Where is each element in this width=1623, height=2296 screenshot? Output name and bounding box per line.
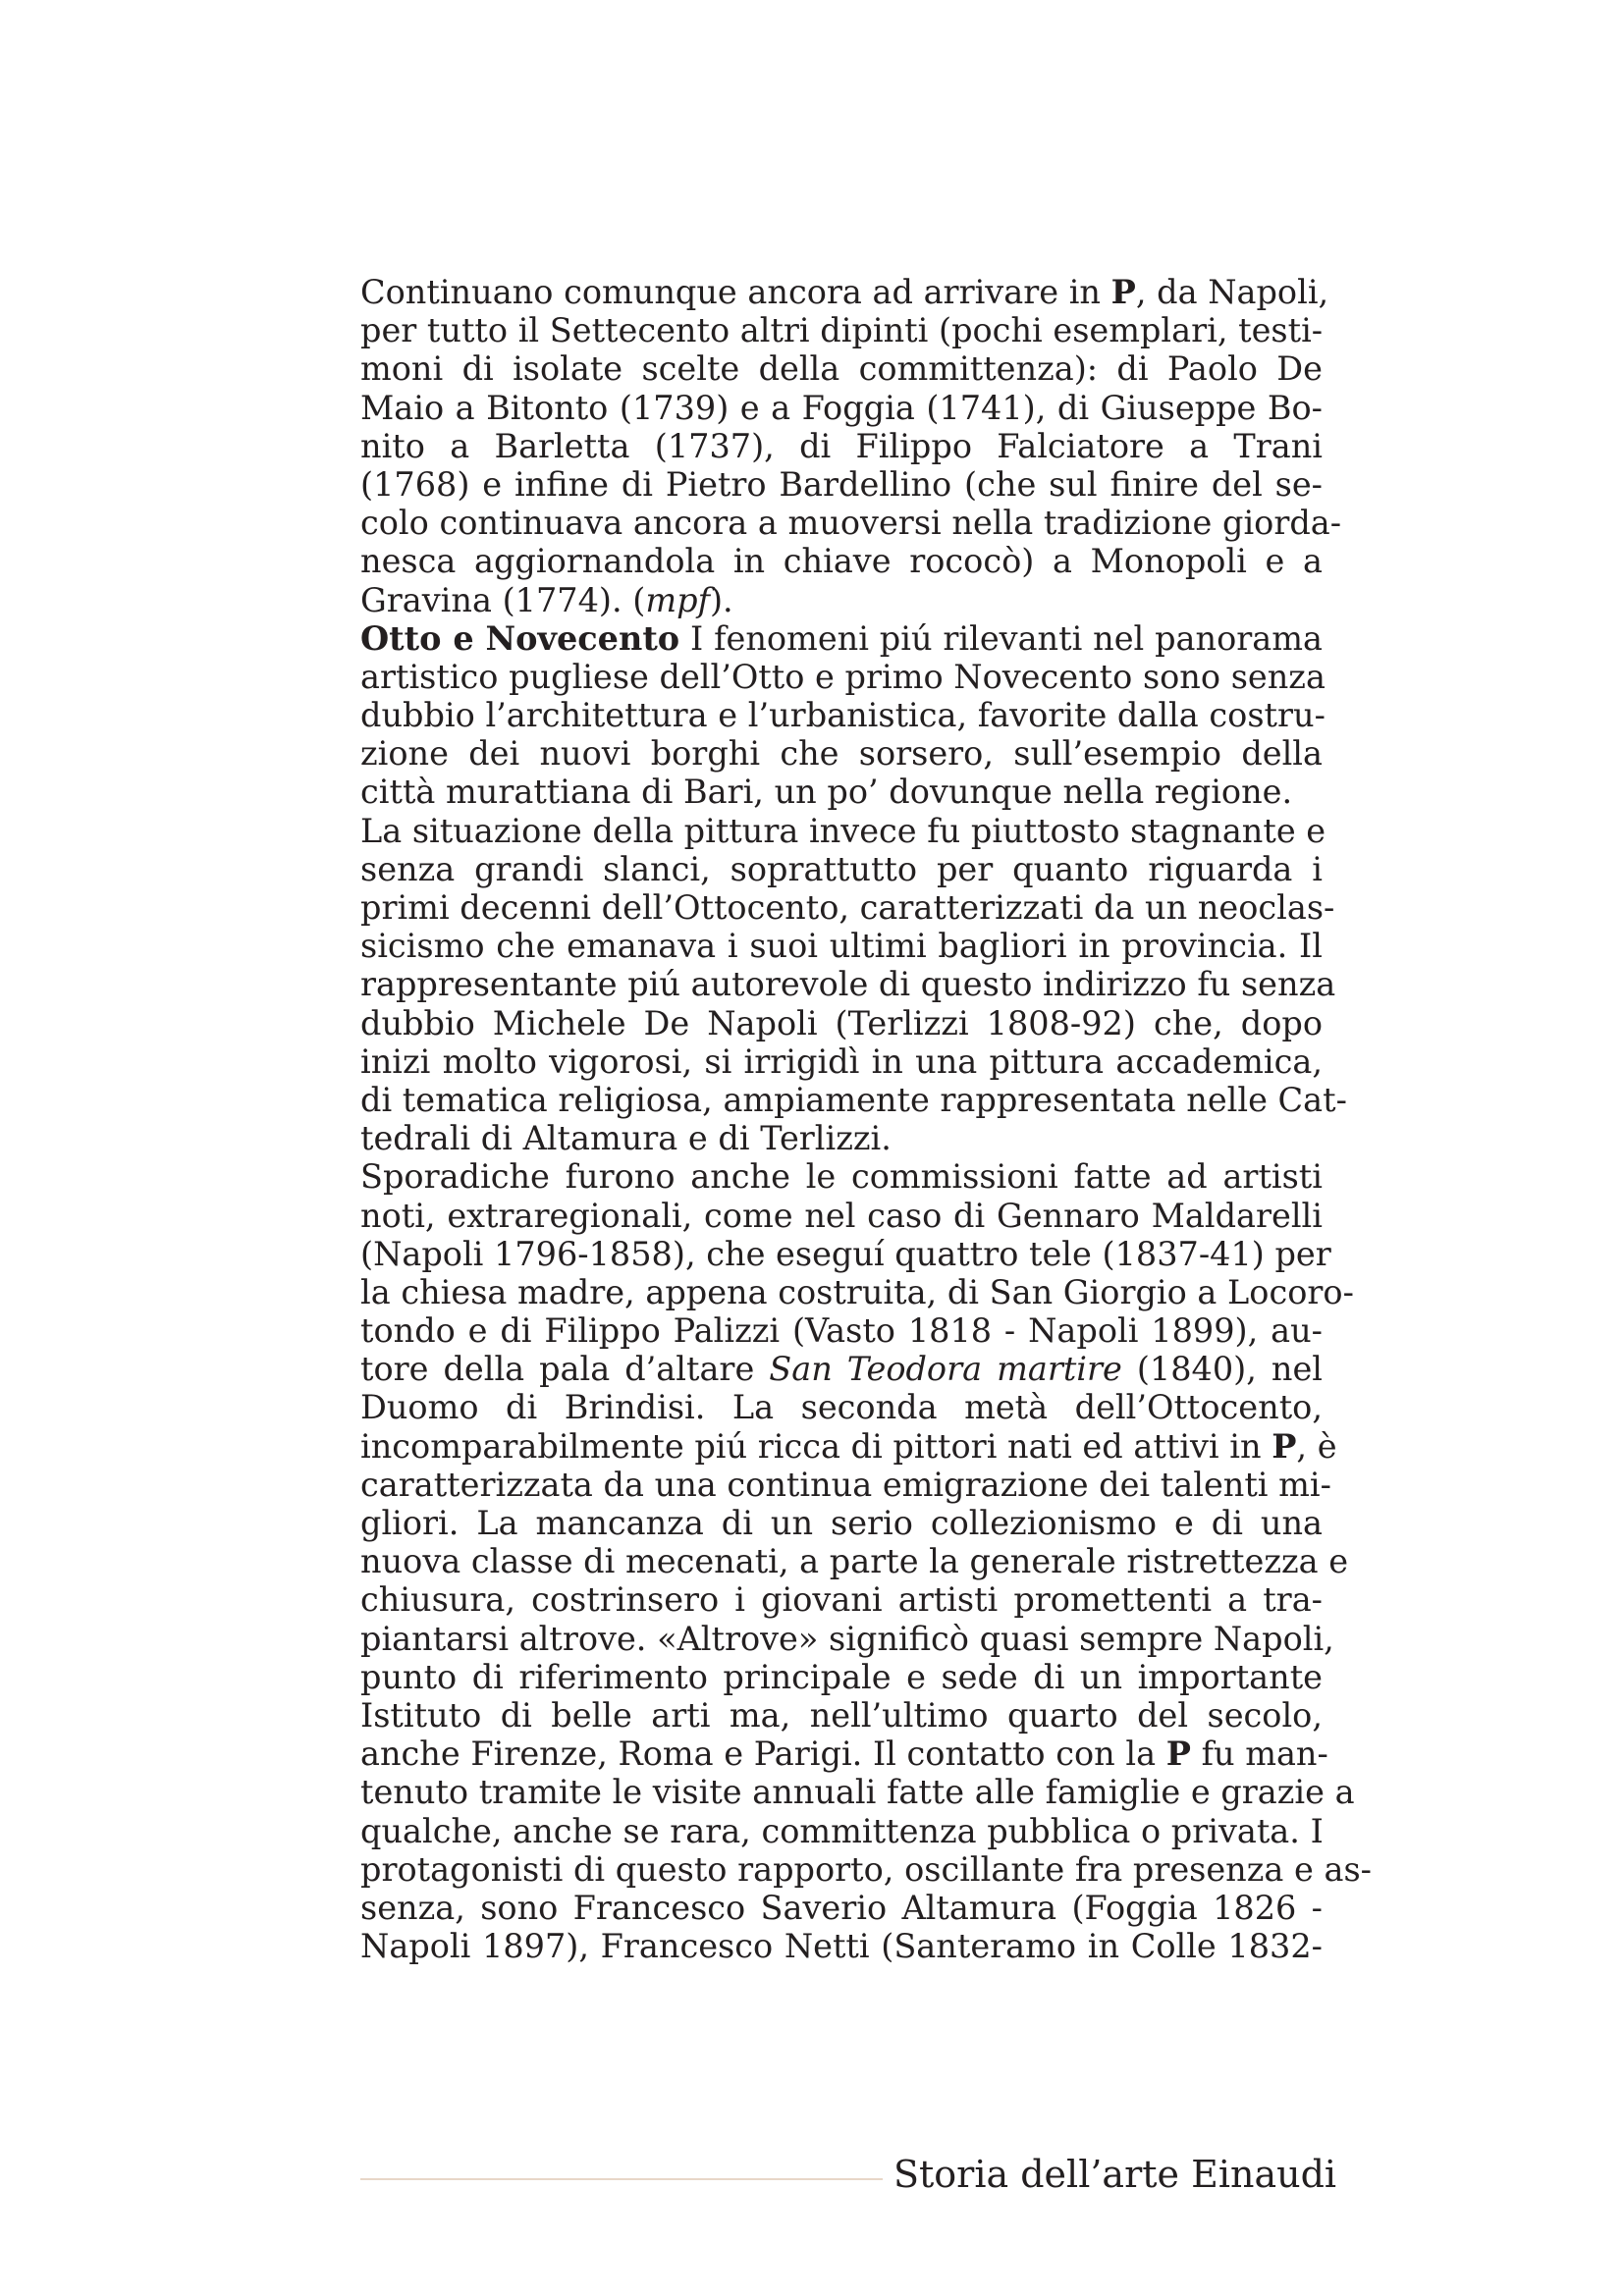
text-line [360, 1042, 1323, 1081]
text-run: dubbio l’architettura e l’urbanistica, favorite dalla costru- [360, 696, 1325, 735]
text-line [360, 1197, 1323, 1235]
text-line [360, 349, 1323, 388]
text-run: inizi molto vigorosi, si irrigidì in una pittura accademica, [360, 1041, 1323, 1081]
text-run: Continuano comunque ancora ad arrivare in [360, 273, 1111, 311]
text-line [360, 927, 1323, 965]
text-run: chiusura, costrinsero i giovani artisti promettenti a tra- [360, 1580, 1323, 1620]
text-run: noti, extraregionali, come nel caso di Gennaro Maldarelli [360, 1196, 1323, 1235]
text-line [360, 542, 1323, 580]
text-line [360, 1465, 1331, 1504]
text-line [360, 427, 1323, 465]
text-line [360, 619, 1323, 658]
text-line [360, 811, 1326, 850]
text-line [360, 1658, 1323, 1696]
text-run: qualche, anche se rara, committenza pubblica o privata. I [360, 1811, 1324, 1850]
text-run: caratterizzata da una continua emigrazione dei talenti mi- [360, 1465, 1331, 1504]
text-line [360, 581, 1323, 619]
text-line [360, 1542, 1349, 1581]
text-run: dubbio Michele De Napoli (Terlizzi 1808-92) che, dopo [360, 1003, 1323, 1042]
text-line [360, 1735, 1328, 1774]
text-line [360, 850, 1323, 888]
text-run: La situazione della pittura invece fu piuttosto stagnante e [360, 811, 1326, 850]
text-run: artistico pugliese dell’Otto e primo Novecento sono senza [360, 657, 1325, 696]
text-line [360, 888, 1335, 927]
text-line [360, 311, 1323, 349]
text-run: tore della pala d’altare [360, 1350, 770, 1389]
paragraph [360, 619, 1323, 812]
text-line [360, 504, 1342, 543]
text-line [360, 1234, 1331, 1273]
text-line [360, 1889, 1323, 1927]
text-run: , è [1296, 1426, 1337, 1466]
text-run: città murattiana di Bari, un po’ dovunque nella regione. [360, 773, 1293, 812]
text-run: moni di isolate scelte della committenza): di Paolo De [360, 349, 1323, 389]
text-run: gliori. La mancanza di un serio collezionismo e di una [360, 1504, 1323, 1542]
text-line [360, 1696, 1323, 1735]
footer-rule [360, 2178, 883, 2180]
text-run: Gravina (1774). ( [360, 580, 646, 619]
text-line [360, 965, 1336, 1004]
text-line [360, 1080, 1347, 1119]
text-run: incomparabilmente piú ricca di pittori nati ed attivi in [360, 1426, 1272, 1466]
text-run: di tematica religiosa, ampiamente rappresentata nelle Cat- [360, 1080, 1347, 1119]
text-run: Maio a Bitonto (1739) e a Foggia (1741), di Giuseppe Bo- [360, 388, 1323, 427]
text-run: piantarsi altrove. «Altrove» significò quasi sempre Napoli, [360, 1619, 1334, 1658]
text-run: (Napoli 1796-1858), che eseguí quattro tele (1837-41) per [360, 1234, 1331, 1273]
text-line [360, 1426, 1337, 1466]
text-run: tenuto tramite le visite annuali fatte alle famiglie e grazie a [360, 1773, 1355, 1812]
paragraph [360, 273, 1342, 619]
text-run: Napoli 1897), Francesco Netti (Santeramo in Colle 1832- [360, 1927, 1323, 1966]
text-line [360, 1504, 1323, 1542]
text-line [360, 1927, 1323, 1965]
text-run: senza, sono Francesco Saverio Altamura (Foggia 1826 - [360, 1888, 1323, 1927]
text-run: senza grandi slanci, soprattutto per quanto riguarda i [360, 849, 1323, 888]
text-line [360, 465, 1323, 504]
text-run: I fenomeni piú rilevanti nel panorama [679, 618, 1323, 658]
text-run: nito a Barletta (1737), di Filippo Falciatore a Trani [360, 426, 1323, 465]
italic-text: San Teodora martire [769, 1350, 1122, 1389]
text-run: primi decenni dell’Ottocento, caratterizzati da un neoclas- [360, 888, 1335, 927]
bold-text: P [1165, 1735, 1191, 1774]
text-run: tondo e di Filippo Palizzi (Vasto 1818 - Napoli 1899), au- [360, 1311, 1323, 1351]
text-run: nesca aggiornandola in chiave rococò) a Monopoli e a [360, 542, 1323, 581]
text-line [360, 658, 1323, 696]
text-run: punto di riferimento principale e sede di un importante [360, 1657, 1323, 1696]
text-run: la chiesa madre, appena costruita, di San Giorgio a Locoro- [360, 1272, 1354, 1311]
text-run: protagonisti di questo rapporto, oscillante fra presenza e as- [360, 1849, 1372, 1889]
paragraph [360, 811, 1347, 1158]
text-line [360, 1350, 1323, 1388]
text-run: Duomo di Brindisi. La seconda metà dell’Ottocento, [360, 1388, 1323, 1427]
text-run: ). [709, 580, 733, 619]
bold-text: P [1110, 273, 1136, 311]
text-line [360, 1272, 1354, 1311]
text-line [360, 273, 1329, 311]
text-line [360, 696, 1323, 734]
text-run: fu man- [1190, 1735, 1328, 1774]
text-run: per tutto il Settecento altri dipinti (pochi esemplari, testi- [360, 311, 1324, 350]
text-line [360, 1773, 1355, 1812]
text-run: Istituto di belle arti ma, nell’ultimo quarto del secolo, [360, 1695, 1323, 1735]
text-run: sicismo che emanava i suoi ultimi bagliori in provincia. Il [360, 927, 1323, 966]
paragraph [360, 1157, 1372, 1966]
italic-text: mpf [645, 580, 710, 619]
text-line [360, 1812, 1323, 1850]
text-line [360, 1388, 1323, 1426]
bold-text: P [1271, 1426, 1297, 1466]
text-line [360, 1119, 1323, 1157]
body-text [360, 273, 1372, 1966]
text-run: (1840), nel [1121, 1350, 1323, 1389]
text-line [360, 773, 1323, 811]
text-run: zione dei nuovi borghi che sorsero, sull’esempio della [360, 734, 1323, 774]
text-line [360, 1157, 1323, 1196]
text-run: rappresentante piú autorevole di questo indirizzo fu senza [360, 965, 1336, 1004]
text-line [360, 1580, 1323, 1619]
text-run: nuova classe di mecenati, a parte la generale ristrettezza e [360, 1542, 1349, 1581]
text-line [360, 1004, 1323, 1042]
text-line [360, 1619, 1334, 1658]
text-run: tedrali di Altamura e di Terlizzi. [360, 1119, 892, 1158]
text-line [360, 1849, 1372, 1889]
text-run: , da Napoli, [1135, 273, 1329, 311]
text-run: anche Firenze, Roma e Parigi. Il contatto con la [360, 1735, 1166, 1774]
footer-title: Storia dell’arte Einaudi [893, 2153, 1337, 2196]
text-line [360, 1311, 1323, 1350]
text-run: colo continuava ancora a muoversi nella tradizione giorda- [360, 504, 1342, 543]
bold-text: Otto e Novecento [360, 618, 680, 658]
text-line [360, 734, 1323, 773]
text-run: (1768) e infine di Pietro Bardellino (che sul finire del se- [360, 464, 1323, 504]
text-run: Sporadiche furono anche le commissioni fatte ad artisti [360, 1157, 1323, 1197]
text-line [360, 389, 1323, 427]
